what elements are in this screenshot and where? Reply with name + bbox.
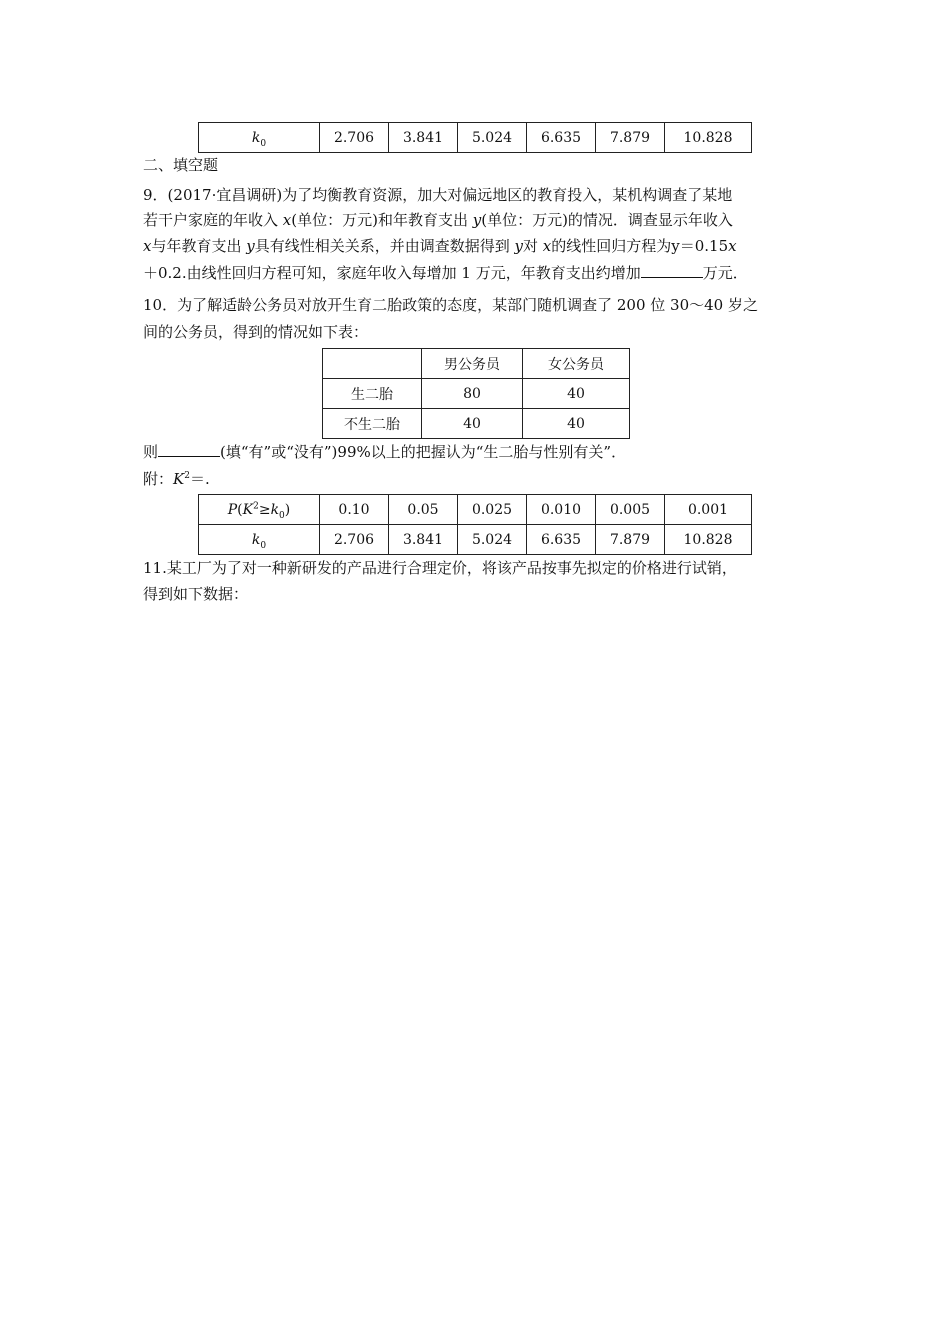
table-cell: 0.025 [458, 495, 527, 525]
table-cell: 40 [523, 409, 630, 439]
q10-line-2: 间的公务员，得到的情况如下表： [143, 323, 369, 341]
table-cell: 7.879 [596, 525, 665, 555]
table-cell: 2.706 [320, 525, 389, 555]
table-cell-label: $k_0$ [199, 525, 320, 555]
table-cell-label: $k_0$ [199, 123, 320, 153]
table-cell: 3.841 [389, 123, 458, 153]
table-cell: 0.010 [527, 495, 596, 525]
table-cell: 生二胎 [323, 379, 422, 409]
table-cell: 7.879 [596, 123, 665, 153]
q10-line-4: 附：$K^2=$. [143, 470, 210, 488]
table-cell: 6.635 [527, 525, 596, 555]
table-cell: 40 [523, 379, 630, 409]
table-cell: 0.001 [665, 495, 752, 525]
q11-line-1: 11.某工厂为了对一种新研发的产品进行合理定价，将该产品按事先拟定的价格进行试销， [143, 559, 737, 577]
table-cell: 5.024 [458, 123, 527, 153]
table-cell-label: $P(K^2\ge k_0)$ [199, 495, 320, 525]
table-header-cell [323, 349, 422, 379]
table-cell: 2.706 [320, 123, 389, 153]
table-cell: 10.828 [665, 123, 752, 153]
table-row [323, 409, 630, 439]
q9-line-3: x与年教育支出 y具有线性相关关系，并由调查数据得到 y对 x的线性回归方程为y＝0.15x [143, 237, 737, 255]
table-cell: 0.05 [389, 495, 458, 525]
table-cell: 10.828 [665, 525, 752, 555]
table-cell: 0.10 [320, 495, 389, 525]
survey-table [322, 348, 630, 439]
table-row [323, 349, 630, 379]
q9-line-4: ＋0.2.由线性回归方程可知，家庭年收入每增加 1 万元，年教育支出约增加 万元． [143, 264, 748, 282]
probability-table [198, 494, 752, 555]
table-cell: 不生二胎 [323, 409, 422, 439]
q9-line-2: 若干户家庭的年收入 x(单位：万元)和年教育支出 y(单位：万元)的情况．调查显示年收入 [143, 211, 733, 229]
table-row [199, 495, 752, 525]
q9-line-1: 9．(2017·宜昌调研)为了均衡教育资源，加大对偏远地区的教育投入，某机构调查了某地 [143, 186, 733, 204]
table-row [323, 379, 630, 409]
table-header-cell: 男公务员 [422, 349, 523, 379]
answer-blank [641, 264, 703, 278]
q10-line-1: 10．为了解适龄公务员对放开生育二胎政策的态度，某部门随机调查了 200 位 30～40 岁之 [143, 296, 758, 314]
table-cell: 0.005 [596, 495, 665, 525]
section-title: 二、填空题 [143, 156, 219, 174]
table-header-cell: 女公务员 [523, 349, 630, 379]
answer-blank [158, 443, 220, 457]
q10-line-3: 则 (填“有”或“没有”)99%以上的把握认为“生二胎与性别有关”． [143, 443, 627, 461]
table-cell: 6.635 [527, 123, 596, 153]
top-critical-value-table [198, 122, 752, 153]
table-cell: 80 [422, 379, 523, 409]
table-row [199, 123, 752, 153]
table-cell: 5.024 [458, 525, 527, 555]
q11-line-2: 得到如下数据： [143, 585, 249, 603]
table-cell: 3.841 [389, 525, 458, 555]
table-row [199, 525, 752, 555]
table-cell: 40 [422, 409, 523, 439]
